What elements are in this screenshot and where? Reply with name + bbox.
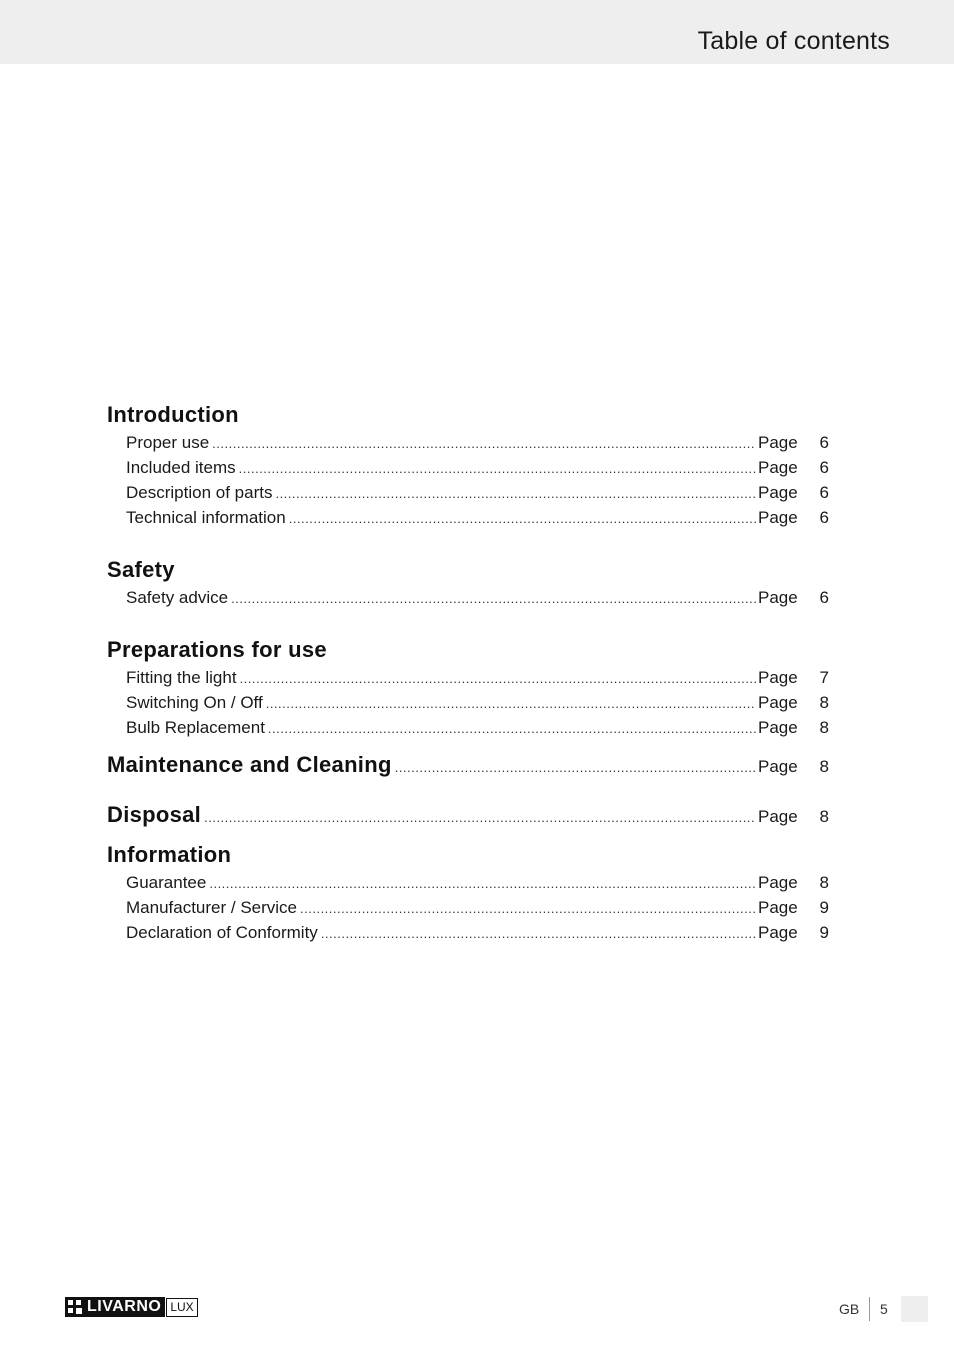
entry-label: Bulb Replacement <box>126 718 265 737</box>
page-word: Page <box>758 757 798 776</box>
page-title: Table of contents <box>697 27 890 55</box>
section-heading: Introduction <box>107 402 239 427</box>
page-word: Page <box>758 693 798 712</box>
page-word: Page <box>758 807 798 826</box>
brand-suffix: LUX <box>166 1298 197 1317</box>
logo-mark-icon <box>65 1297 85 1317</box>
section-heading: Safety <box>107 557 175 582</box>
section-heading: Preparations for use <box>107 637 327 662</box>
page-word: Page <box>758 433 798 452</box>
toc-entry[interactable] <box>126 920 829 945</box>
entry-label: Manufacturer / Service <box>126 898 298 917</box>
page-number: 7 <box>819 668 829 687</box>
page-number: 6 <box>819 458 829 477</box>
page-number: 8 <box>819 693 829 712</box>
dot-leader <box>266 691 756 716</box>
toc-entry[interactable] <box>126 715 829 740</box>
dot-leader <box>395 743 756 793</box>
toc-heading-entry-disposal[interactable] <box>107 790 829 840</box>
dot-leader <box>289 506 756 531</box>
toc-entry[interactable] <box>126 665 829 690</box>
page-word: Page <box>758 483 798 502</box>
entry-label: Included items <box>126 458 236 477</box>
page-word: Page <box>758 718 798 737</box>
dot-leader <box>239 456 756 481</box>
section-heading: Information <box>107 842 232 867</box>
language-code: GB <box>839 1301 860 1317</box>
entry-label: Fitting the light <box>126 668 237 687</box>
dot-leader <box>300 896 756 921</box>
brand-logo <box>65 1297 198 1317</box>
section-preparations <box>107 635 829 740</box>
entry-label: Proper use <box>126 433 210 452</box>
page-number: 9 <box>819 923 829 942</box>
dot-leader <box>275 481 756 506</box>
entry-label: Declaration of Conformity <box>126 923 318 942</box>
page-number: 8 <box>819 807 829 826</box>
table-of-contents <box>107 400 829 945</box>
toc-entry[interactable] <box>126 430 829 455</box>
page-number: 8 <box>819 873 829 892</box>
toc-entry[interactable] <box>126 870 829 895</box>
toc-heading-entry-maintenance[interactable] <box>107 740 829 790</box>
toc-entry[interactable] <box>126 895 829 920</box>
toc-entry[interactable] <box>126 585 829 610</box>
toc-entry[interactable] <box>126 455 829 480</box>
footer-divider <box>869 1297 870 1321</box>
page-number: 8 <box>819 718 829 737</box>
section-heading: Maintenance and Cleaning <box>107 752 392 777</box>
section-information <box>107 840 829 945</box>
page-word: Page <box>758 508 798 527</box>
entry-label: Switching On / Off <box>126 693 263 712</box>
dot-leader <box>212 431 756 456</box>
toc-entry[interactable] <box>126 690 829 715</box>
entry-label: Technical information <box>126 508 286 527</box>
dot-leader <box>204 793 756 843</box>
page-word: Page <box>758 588 798 607</box>
page-number: 6 <box>819 433 829 452</box>
page-number: 6 <box>819 508 829 527</box>
page-number: 9 <box>819 898 829 917</box>
section-safety <box>107 555 829 610</box>
page-word: Page <box>758 668 798 687</box>
page-number-footer: 5 <box>880 1301 888 1317</box>
page-number: 6 <box>819 588 829 607</box>
entry-label: Guarantee <box>126 873 207 892</box>
page-word: Page <box>758 458 798 477</box>
dot-leader <box>209 871 756 896</box>
section-introduction <box>107 400 829 530</box>
footer-marker <box>901 1296 928 1322</box>
dot-leader <box>321 921 756 946</box>
page-word: Page <box>758 873 798 892</box>
page-number: 8 <box>819 757 829 776</box>
dot-leader <box>268 716 756 741</box>
entry-label: Description of parts <box>126 483 273 502</box>
brand-name: LIVARNO <box>85 1297 165 1317</box>
page-word: Page <box>758 923 798 942</box>
entry-label: Safety advice <box>126 588 229 607</box>
page-word: Page <box>758 898 798 917</box>
toc-entry[interactable] <box>126 505 829 530</box>
dot-leader <box>240 666 756 691</box>
section-heading: Disposal <box>107 802 202 827</box>
dot-leader <box>231 586 756 611</box>
page-number: 6 <box>819 483 829 502</box>
toc-entry[interactable] <box>126 480 829 505</box>
